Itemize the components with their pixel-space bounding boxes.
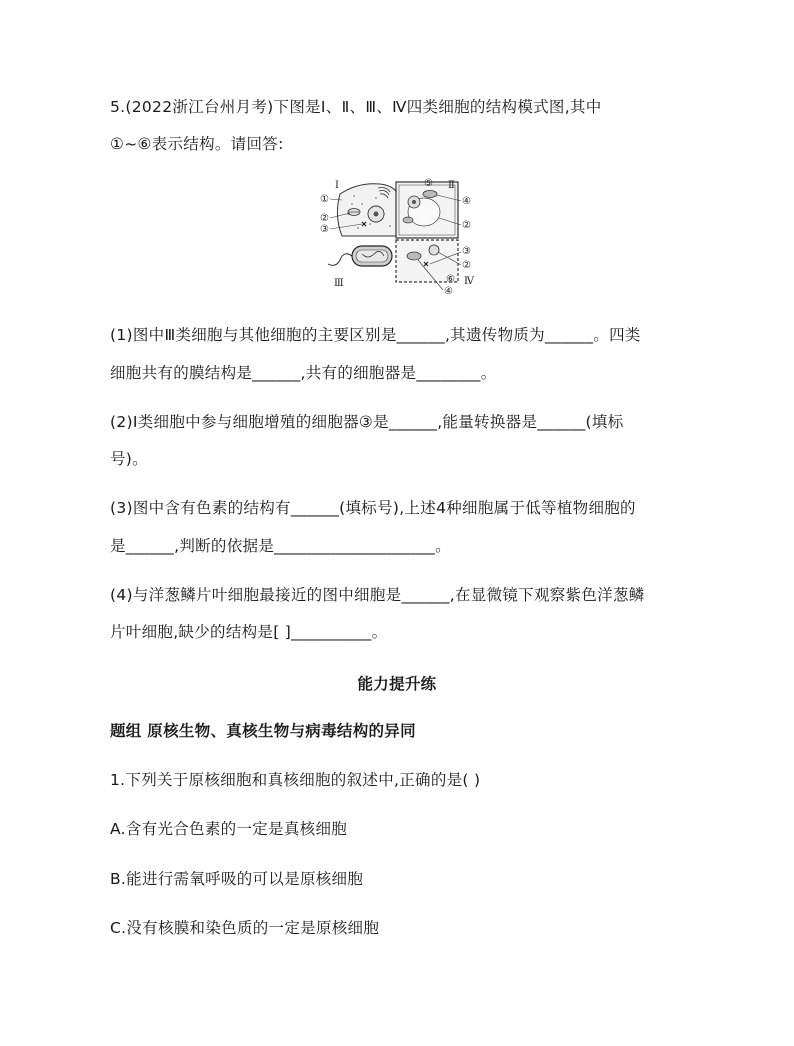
sub-question-2-line-1: (2)Ⅰ类细胞中参与细胞增殖的细胞器③是______,能量转换器是______(填标 xyxy=(110,413,624,431)
option-a: A.含有光合色素的一定是真核细胞 xyxy=(110,820,348,838)
sub-question-2-line-2: 号)。 xyxy=(110,450,148,468)
sub-question-4-line-2: 片叶细胞,缺少的结构是[ ]__________。 xyxy=(110,623,388,641)
question-5-line-1: 5.(2022浙江台州月考)下图是Ⅰ、Ⅱ、Ⅲ、Ⅳ四类细胞的结构模式图,其中 xyxy=(110,98,602,116)
label-roman-1: Ⅰ xyxy=(335,180,339,191)
label-3-right: ③ xyxy=(462,246,471,257)
sub-question-4-line-1: (4)与洋葱鳞片叶细胞最接近的图中细胞是______,在显微镜下观察紫色洋葱鳞 xyxy=(110,586,645,604)
label-4-top: ④ xyxy=(462,196,471,207)
option-b: B.能进行需氧呼吸的可以是原核细胞 xyxy=(110,870,364,888)
cell-2-chloroplast xyxy=(423,191,437,198)
option-c: C.没有核膜和染色质的一定是原核细胞 xyxy=(110,919,380,937)
label-2-left: ② xyxy=(320,213,329,224)
label-6: ⑥ xyxy=(446,274,455,285)
label-2-right: ② xyxy=(462,220,471,231)
cell-structure-figure xyxy=(318,174,476,296)
cell-diagram xyxy=(318,174,476,296)
label-5: ⑤ xyxy=(424,178,433,189)
group-title: 题组 原核生物、真核生物与病毒结构的异同 xyxy=(110,722,416,740)
cell-1-outline xyxy=(337,184,398,236)
sub-question-1-line-2: 细胞共有的膜结构是______,共有的细胞器是________。 xyxy=(110,364,497,382)
cell-3-flagellum xyxy=(328,254,352,266)
section-title: 能力提升练 xyxy=(357,675,437,693)
label-roman-3: Ⅲ xyxy=(334,278,344,289)
label-2-lower: ② xyxy=(462,260,471,271)
label-roman-2: Ⅱ xyxy=(448,180,455,191)
label-1: ① xyxy=(320,194,329,205)
cell-4-nucleus xyxy=(429,245,439,255)
label-4-bottom: ④ xyxy=(444,286,453,296)
question-5-line-2: ①~⑥表示结构。请回答: xyxy=(110,135,284,153)
sub-question-3-line-2: 是______,判断的依据是____________________。 xyxy=(110,537,451,555)
sub-question-3-line-1: (3)图中含有色素的结构有______(填标号),上述4种细胞属于低等植物细胞的 xyxy=(110,499,636,517)
label-roman-4: Ⅳ xyxy=(464,276,474,287)
sub-question-1-line-1: (1)图中Ⅲ类细胞与其他细胞的主要区别是______,其遗传物质为______。四类 xyxy=(110,326,641,344)
label-3-left: ③ xyxy=(320,224,329,235)
question-1-stem: 1.下列关于原核细胞和真核细胞的叙述中,正确的是( ) xyxy=(110,771,481,789)
